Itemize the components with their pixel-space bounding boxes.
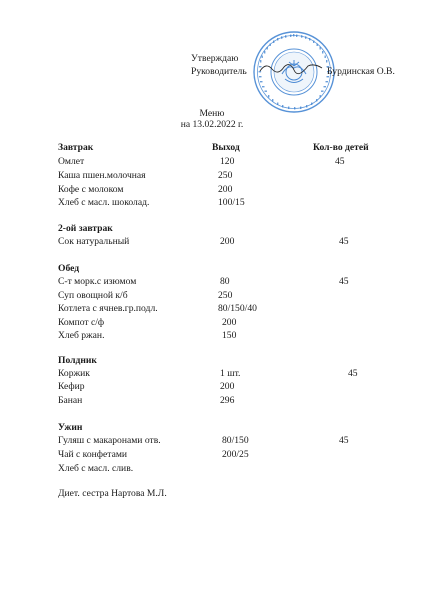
menu-item-name: Хлеб ржан. bbox=[58, 330, 105, 341]
menu-date: на 13.02.2022 г. bbox=[180, 119, 244, 130]
head-name: Бурдинская О.В. bbox=[327, 66, 395, 77]
column-header-yield: Выход bbox=[212, 142, 240, 153]
menu-item-yield: 200 bbox=[220, 236, 235, 247]
menu-item-yield: 200/25 bbox=[222, 449, 249, 460]
menu-item-yield: 200 bbox=[218, 184, 233, 195]
menu-item-yield: 1 шт. bbox=[220, 368, 241, 379]
menu-item-yield: 80/150/40 bbox=[218, 303, 257, 314]
menu-item-name: Котлета с ячнев.гр.подл. bbox=[58, 303, 158, 314]
menu-item-yield: 250 bbox=[218, 290, 233, 301]
menu-item-name: С-т морк.с изюмом bbox=[58, 276, 137, 287]
menu-item-yield: 150 bbox=[222, 330, 237, 341]
menu-item-name: Хлеб с масл. слив. bbox=[58, 463, 134, 474]
menu-item-kids: 45 bbox=[348, 368, 358, 379]
menu-title: Меню bbox=[199, 108, 225, 119]
section-title: Обед bbox=[58, 263, 80, 274]
section-title: Ужин bbox=[58, 422, 83, 433]
menu-item-name: Хлеб с масл. шоколад. bbox=[58, 197, 150, 208]
menu-item-yield: 80 bbox=[220, 276, 230, 287]
menu-item-name: Омлет bbox=[58, 156, 85, 167]
section-title: Полдник bbox=[58, 355, 97, 366]
dietitian-signature: Диет. сестра Нартова М.Л. bbox=[58, 488, 167, 499]
menu-item-yield: 296 bbox=[220, 395, 235, 406]
menu-item-name: Сок натуральный bbox=[58, 236, 130, 247]
menu-item-name: Компот с/ф bbox=[58, 317, 105, 328]
approve-label: Утверждаю bbox=[191, 53, 239, 64]
menu-item-name: Чай с конфетами bbox=[58, 449, 128, 460]
menu-item-kids: 45 bbox=[339, 276, 349, 287]
menu-item-name: Суп овощной к/б bbox=[58, 290, 128, 301]
menu-item-name: Каша пшен.молочная bbox=[58, 170, 146, 181]
menu-item-name: Кофе с молоком bbox=[58, 184, 124, 195]
menu-item-yield: 120 bbox=[220, 156, 235, 167]
menu-item-name: Банан bbox=[58, 395, 83, 406]
menu-item-name: Коржик bbox=[58, 368, 90, 379]
menu-item-kids: 45 bbox=[339, 236, 349, 247]
head-signature bbox=[258, 58, 324, 76]
menu-item-yield: 250 bbox=[218, 170, 233, 181]
column-header-kids: Кол-во детей bbox=[313, 142, 369, 153]
menu-item-yield: 80/150 bbox=[222, 435, 249, 446]
menu-item-name: Кефир bbox=[58, 381, 85, 392]
menu-item-name: Гуляш с макаронами отв. bbox=[58, 435, 161, 446]
menu-item-kids: 45 bbox=[339, 435, 349, 446]
section-title: 2-ой завтрак bbox=[58, 223, 113, 234]
column-header-meal: Завтрак bbox=[58, 142, 94, 153]
menu-item-yield: 200 bbox=[220, 381, 235, 392]
menu-item-yield: 100/15 bbox=[218, 197, 245, 208]
head-position-label: Руководитель bbox=[191, 66, 247, 77]
menu-item-kids: 45 bbox=[335, 156, 345, 167]
menu-item-yield: 200 bbox=[222, 317, 237, 328]
